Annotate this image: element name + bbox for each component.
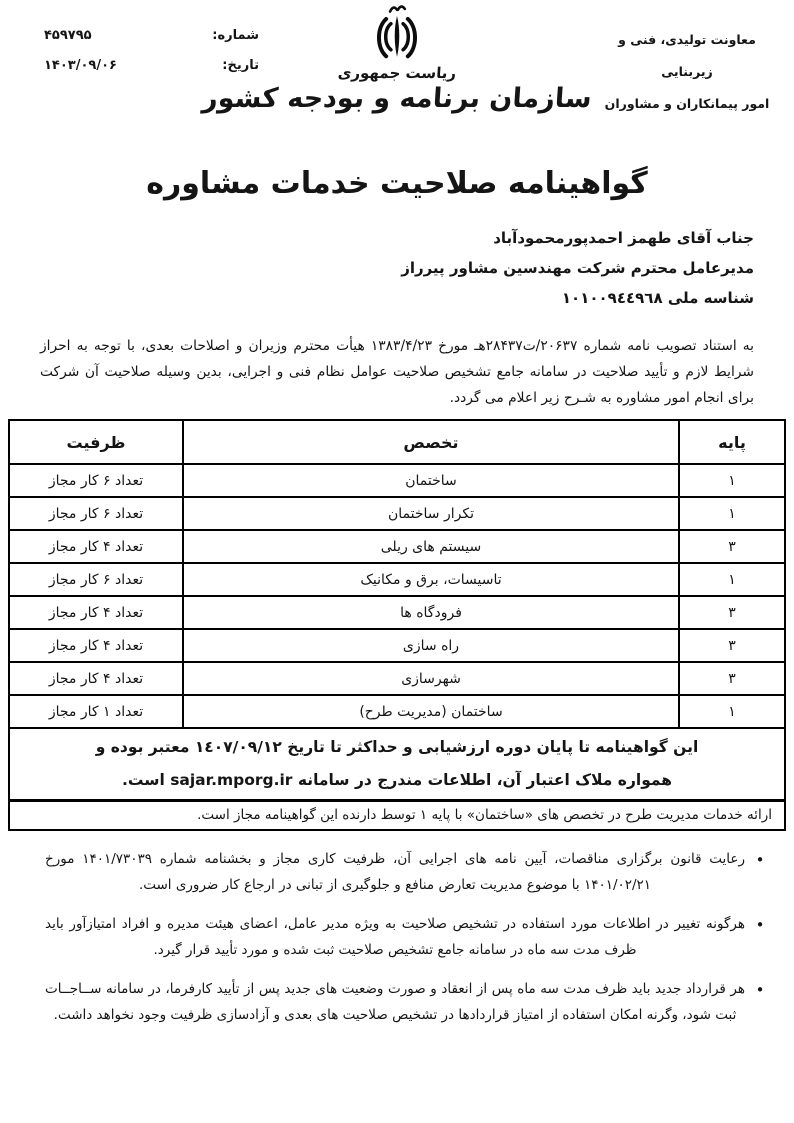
bullet-icon: • xyxy=(755,850,765,869)
capacity-cell: تعداد ۴ کار مجاز xyxy=(9,662,183,695)
capacity-cell: تعداد ۴ کار مجاز xyxy=(9,530,183,563)
specialty-cell: ساختمان (مدیریت طرح) xyxy=(183,695,679,728)
bullet-icon: • xyxy=(755,915,765,934)
table-row xyxy=(9,596,785,629)
note-text: هرگونه تغییر در اطلاعات مورد استفاده در تشخیص صلاحیت به ویژه مدیر عامل، اعضای هیئت مدیره و افراد امتیازآور باید ظرف مدت سه ماه در سامانه جامع تشخیص صلاحیت ثبت شده و مورد تأیید قرار گیرد. xyxy=(45,915,745,958)
table-row xyxy=(9,563,785,596)
column-header-capacity: ظرفیت xyxy=(9,420,183,464)
department-line-2: امور پیمانکاران و مشاوران xyxy=(604,96,770,111)
capacity-cell: تعداد ۴ کار مجاز xyxy=(9,629,183,662)
table-row xyxy=(9,662,785,695)
org-name-line: سازمان برنامه و بودجه کشور xyxy=(201,83,593,114)
capacity-cell: تعداد ۱ کار مجاز xyxy=(9,695,183,728)
grade-cell: ۱ xyxy=(679,563,785,596)
addressee-role: مدیرعامل محترم شرکت مهندسین مشاور پیرراز xyxy=(401,259,754,277)
capacity-cell: تعداد ۶ کار مجاز xyxy=(9,464,183,497)
specialty-cell: شهرسازی xyxy=(183,662,679,695)
bullet-icon: • xyxy=(755,980,765,999)
grade-cell: ۱ xyxy=(679,695,785,728)
list-item xyxy=(45,911,766,964)
capacity-cell: تعداد ۴ کار مجاز xyxy=(9,596,183,629)
validity-statement xyxy=(9,728,785,801)
grade-cell: ۱ xyxy=(679,497,785,530)
management-note: ارائه خدمات مدیریت طرح در تخصص های «ساختمان» با پایه ۱ توسط دارنده این گواهینامه مجاز است. xyxy=(9,801,785,830)
specialty-cell: تکرار ساختمان xyxy=(183,497,679,530)
grade-cell: ۳ xyxy=(679,530,785,563)
ref-number-value: ۴۵۹۷۹۵ xyxy=(44,28,92,43)
capacity-cell: تعداد ۶ کار مجاز xyxy=(9,497,183,530)
specialty-cell: فرودگاه ها xyxy=(183,596,679,629)
list-item xyxy=(45,846,766,899)
validity-line-2: همواره ملاک اعتبار آن، اطلاعات مندرج در سامانه sajar.mporg.ir است. xyxy=(121,771,673,789)
validity-line-1: این گواهینامه تا پایان دوره ارزشیابی و حداکثر تا تاریخ ١٤٠٧/٠٩/١٢ معتبر بوده و xyxy=(95,738,699,756)
ref-date-row xyxy=(44,58,259,73)
note-text: رعایت قانون برگزاری مناقصات، آیین نامه های اجرایی آن، ظرفیت کاری مجاز و بخشنامه شماره ۱۴۰۱/۷۳۰۳۹ مورخ ۱۴۰۱/۰۲/۲۱ با موضوع مدیریت تعارض منافع و جلوگیری از تبانی در ارجاع کار ضروری است. xyxy=(45,850,745,893)
table-row xyxy=(9,464,785,497)
iran-emblem-icon xyxy=(370,2,424,68)
certificate-title: گواهینامه صلاحیت خدمات مشاوره xyxy=(146,166,648,201)
qualification-table xyxy=(8,419,786,831)
note-text: هر قرارداد جدید باید ظرف مدت سه ماه پس از انعقاد و صورت وضعیت های جدید پس از تأیید کارفرما، در سامانه ســاجــات ثبت شود، وگرنه امکان استفاده از امتیاز قراردادها در تشخیص صلاحیت های بعدی و آزادسازی ظرفیت وجود نخواهد داشت. xyxy=(45,980,745,1023)
table-row xyxy=(9,695,785,728)
reference-block xyxy=(44,28,259,88)
capacity-cell: تعداد ۶ کار مجاز xyxy=(9,563,183,596)
specialty-cell: راه سازی xyxy=(183,629,679,662)
management-note-row xyxy=(9,801,785,830)
column-header-grade: پایه xyxy=(679,420,785,464)
org-presidency-line: ریاست جمهوری xyxy=(337,64,457,82)
ref-date-value: ۱۴۰۳/۰۹/۰۶ xyxy=(44,58,117,73)
ref-number-label: شماره: xyxy=(212,28,259,43)
grade-cell: ۳ xyxy=(679,596,785,629)
ref-number-row xyxy=(44,28,259,43)
addressee-block xyxy=(40,223,754,313)
addressee-name: جناب آقای طهمز احمدپورمحمودآباد xyxy=(493,229,754,247)
list-item xyxy=(45,976,766,1029)
specialty-cell: ساختمان xyxy=(183,464,679,497)
column-header-specialty: تخصص xyxy=(183,420,679,464)
grade-cell: ۱ xyxy=(679,464,785,497)
grade-cell: ۳ xyxy=(679,629,785,662)
table-header-row xyxy=(9,420,785,464)
letterhead xyxy=(0,0,794,150)
table-row xyxy=(9,497,785,530)
ref-date-label: تاریخ: xyxy=(222,58,259,73)
specialty-cell: تاسیسات، برق و مکانیک xyxy=(183,563,679,596)
body-paragraph: به استناد تصویب نامه شماره ۲۰۶۳۷/ت۲۸۴۳۷هـ مورخ ۱۳۸۳/۴/۲۳ هیأت محترم وزیران و اصلاحات بعدی، با توجه به احراز شرایط لازم و تأیید صلاحیت در سامانه جامع تشخیص صلاحیت عوامل نظام فنی و اجرایی، بدین وسیله صلاحیت آن شرکت برای انجام امور مشاوره به شـرح زیر اعلام می گردد. xyxy=(40,338,754,406)
specialty-cell: سیستم های ریلی xyxy=(183,530,679,563)
department-line-1: معاونت تولیدی، فنی و زیربنایی xyxy=(618,32,756,79)
table-row xyxy=(9,530,785,563)
grade-cell: ۳ xyxy=(679,662,785,695)
addressee-national-id: شناسه ملی ١٠١٠٠٩٤٤٩٦٨ xyxy=(561,289,754,307)
table-row xyxy=(9,629,785,662)
footnotes-list xyxy=(45,846,766,1029)
validity-row xyxy=(9,728,785,801)
